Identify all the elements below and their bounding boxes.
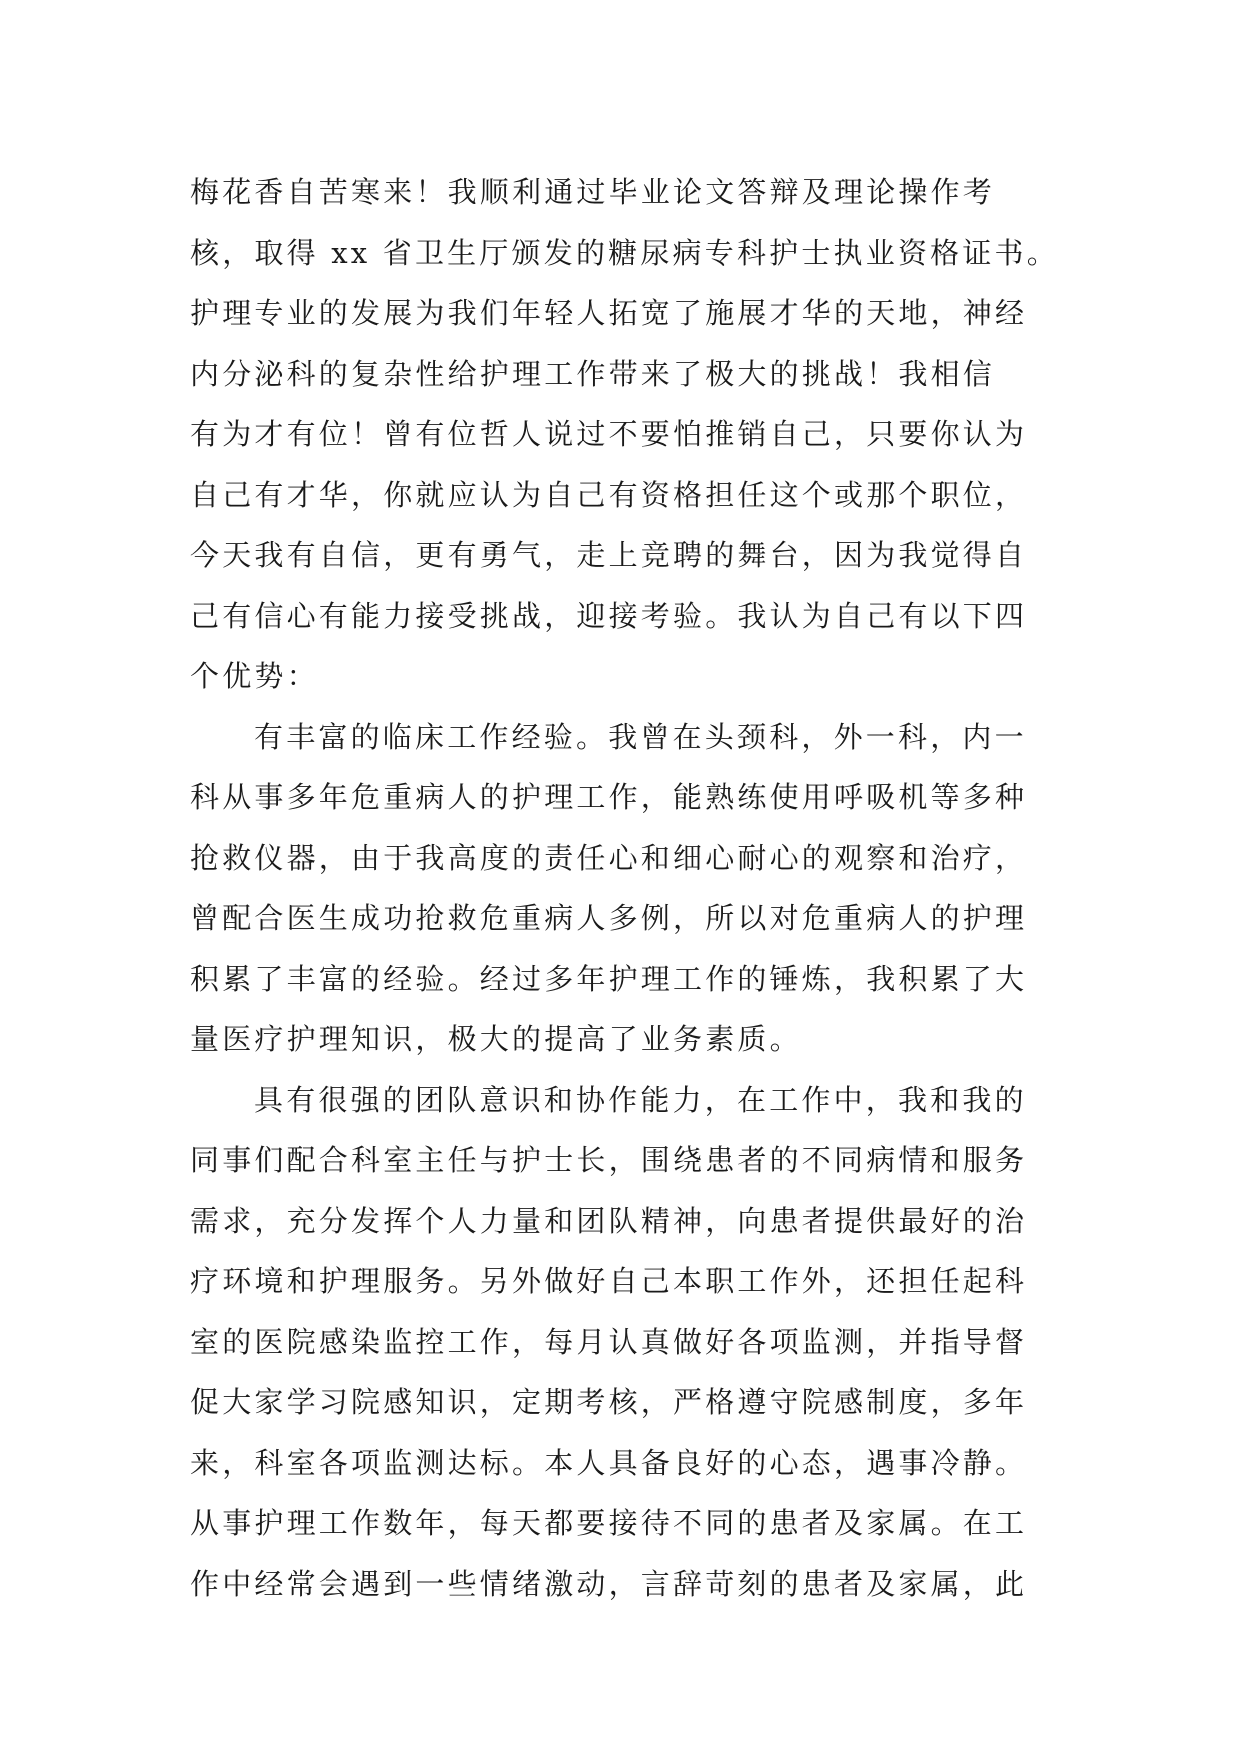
paragraph-1-line-8: 己有信心有能力接受挑战，迎接考验。我认为自己有以下四 bbox=[190, 598, 1028, 633]
paragraph-3-line-6: 促大家学习院感知识，定期考核，严格遵守院感制度，多年 bbox=[190, 1385, 1028, 1419]
paragraph-3-line-4: 疗环境和护理服务。另外做好自己本职工作外，还担任起科 bbox=[190, 1264, 1028, 1298]
paragraph-3-line-7: 来，科室各项监测达标。本人具备良好的心态，遇事冷静。 bbox=[190, 1445, 1028, 1480]
paragraph-1-line-6: 自己有才华，你就应认为自己有资格担任这个或那个职位， bbox=[190, 477, 1028, 512]
paragraph-1-line-7: 今天我有自信，更有勇气，走上竞聘的舞台，因为我觉得自 bbox=[190, 538, 1028, 572]
paragraph-1-line-1: 梅花香自苦寒来！我顺利通过毕业论文答辩及理论操作考 bbox=[190, 175, 996, 209]
paragraph-2-line-3: 抢救仪器，由于我高度的责任心和细心耐心的观察和治疗， bbox=[190, 840, 1028, 875]
paragraph-3-line-8: 从事护理工作数年，每天都要接待不同的患者及家属。在工 bbox=[190, 1506, 1028, 1540]
paragraph-2-line-1: 有丰富的临床工作经验。我曾在头颈科，外一科，内一 bbox=[254, 719, 1027, 754]
paragraph-3-line-5: 室的医院感染监控工作，每月认真做好各项监测，并指导督 bbox=[190, 1324, 1028, 1359]
paragraph-1-line-3: 护理专业的发展为我们年轻人拓宽了施展才华的天地，神经 bbox=[190, 296, 1028, 330]
paragraph-3-line-1: 具有很强的团队意识和协作能力，在工作中，我和我的 bbox=[254, 1082, 1027, 1117]
paragraph-2-line-5: 积累了丰富的经验。经过多年护理工作的锤炼，我积累了大 bbox=[190, 961, 1028, 996]
paragraph-3-line-3: 需求，充分发挥个人力量和团队精神，向患者提供最好的治 bbox=[190, 1203, 1028, 1238]
paragraph-2-line-6: 量医疗护理知识，极大的提高了业务素质。 bbox=[190, 1022, 802, 1056]
paragraph-1-line-5: 有为才有位！曾有位哲人说过不要怕推销自己，只要你认为 bbox=[190, 417, 1028, 451]
paragraph-2-line-4: 曾配合医生成功抢救危重病人多例，所以对危重病人的护理 bbox=[190, 901, 1028, 935]
paragraph-2-line-2: 科从事多年危重病人的护理工作，能熟练使用呼吸机等多种 bbox=[190, 780, 1028, 814]
paragraph-3-line-9: 作中经常会遇到一些情绪激动，言辞苛刻的患者及家属，此 bbox=[190, 1566, 1028, 1601]
paragraph-3-line-2: 同事们配合科室主任与护士长，围绕患者的不同病情和服务 bbox=[190, 1143, 1028, 1177]
paragraph-1-line-2: 核，取得 xx 省卫生厅颁发的糖尿病专科护士执业资格证书。 bbox=[190, 235, 1059, 270]
paragraph-1-line-4: 内分泌科的复杂性给护理工作带来了极大的挑战！我相信 bbox=[190, 356, 996, 391]
document-body bbox=[190, 162, 1060, 1614]
paragraph-1-line-9: 个优势： bbox=[190, 659, 319, 693]
